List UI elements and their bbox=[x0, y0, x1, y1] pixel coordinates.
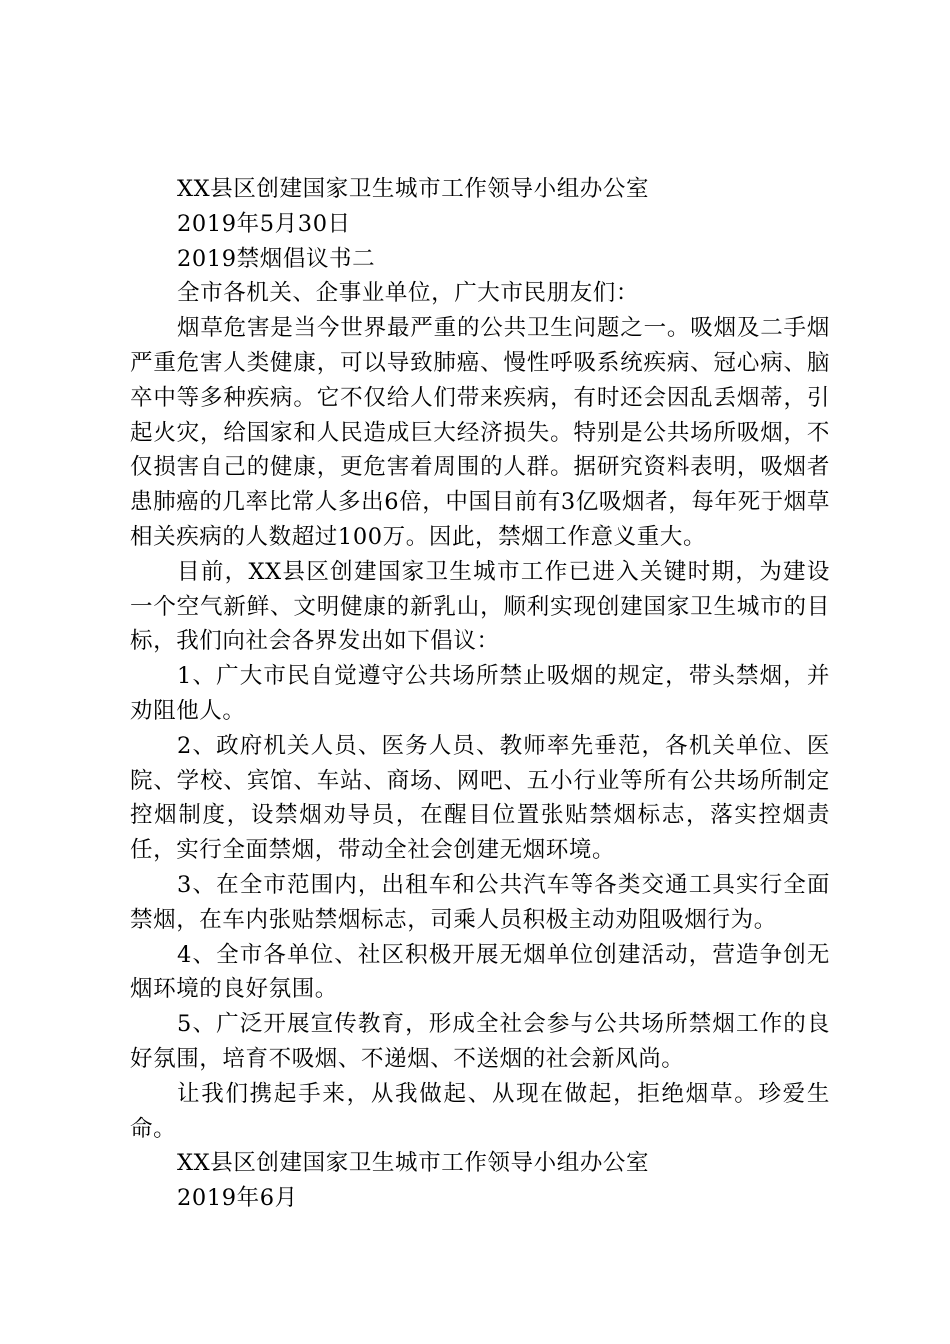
document-title: 2019禁烟倡议书二 bbox=[177, 245, 376, 272]
paragraph-current-situation: 目前，XX县区创建国家卫生城市工作已进入关键时期，为建设一个空气新鲜、文明健康的新乳山，顺利实现创建国家卫生城市的目标，我们向社会各界发出如下倡议： bbox=[130, 558, 830, 655]
issuer-signature: XX县区创建国家卫生城市工作领导小组办公室 bbox=[177, 1150, 650, 1177]
proposal-item-4: 4、全市各单位、社区积极开展无烟单位创建活动，营造争创无烟环境的良好氛围。 bbox=[130, 941, 830, 1003]
closing-appeal: 让我们携起手来，从我做起、从现在做起，拒绝烟草。珍爱生命。 bbox=[130, 1080, 830, 1142]
paragraph-tobacco-harm: 烟草危害是当今世界最严重的公共卫生问题之一。吸烟及二手烟严重危害人类健康，可以导致肺癌、慢性呼吸系统疾病、冠心病、脑卒中等多种疾病。它不仅给人们带来疾病，有时还会因乱丢烟蒂，引起火灾，给国家和人民造成巨大经济损失。特别是公共场所吸烟，不仅损害自己的健康，更危害着周围的人群。据研究资料表明，吸烟者患肺癌的几率比常人多出6倍，中国目前有3亿吸烟者，每年死于烟草相关疾病的人数超过100万。因此，禁烟工作意义重大。 bbox=[130, 315, 830, 550]
proposal-item-1: 1、广大市民自觉遵守公共场所禁止吸烟的规定，带头禁烟，并劝阻他人。 bbox=[130, 663, 830, 724]
proposal-item-3: 3、在全市范围内，出租车和公共汽车等各类交通工具实行全面禁烟，在车内张贴禁烟标志，司乘人员积极主动劝阻吸烟行为。 bbox=[130, 871, 830, 933]
document-body bbox=[130, 172, 830, 1216]
issue-date: 2019年6月 bbox=[177, 1185, 298, 1212]
proposal-item-2: 2、政府机关人员、医务人员、教师率先垂范，各机关单位、医院、学校、宾馆、车站、商场、网吧、五小行业等所有公共场所制定控烟制度，设禁烟劝导员，在醒目位置张贴禁烟标志，落实控烟责任，实行全面禁烟，带动全社会创建无烟环境。 bbox=[130, 732, 830, 864]
proposal-item-5: 5、广泛开展宣传教育，形成全社会参与公共场所禁烟工作的良好氛围，培育不吸烟、不递烟、不送烟的社会新风尚。 bbox=[130, 1011, 830, 1072]
salutation: 全市各机关、企事业单位，广大市民朋友们： bbox=[177, 280, 640, 307]
previous-issuer-line: XX县区创建国家卫生城市工作领导小组办公室 bbox=[177, 176, 650, 202]
previous-date-line: 2019年5月30日 bbox=[177, 210, 351, 237]
